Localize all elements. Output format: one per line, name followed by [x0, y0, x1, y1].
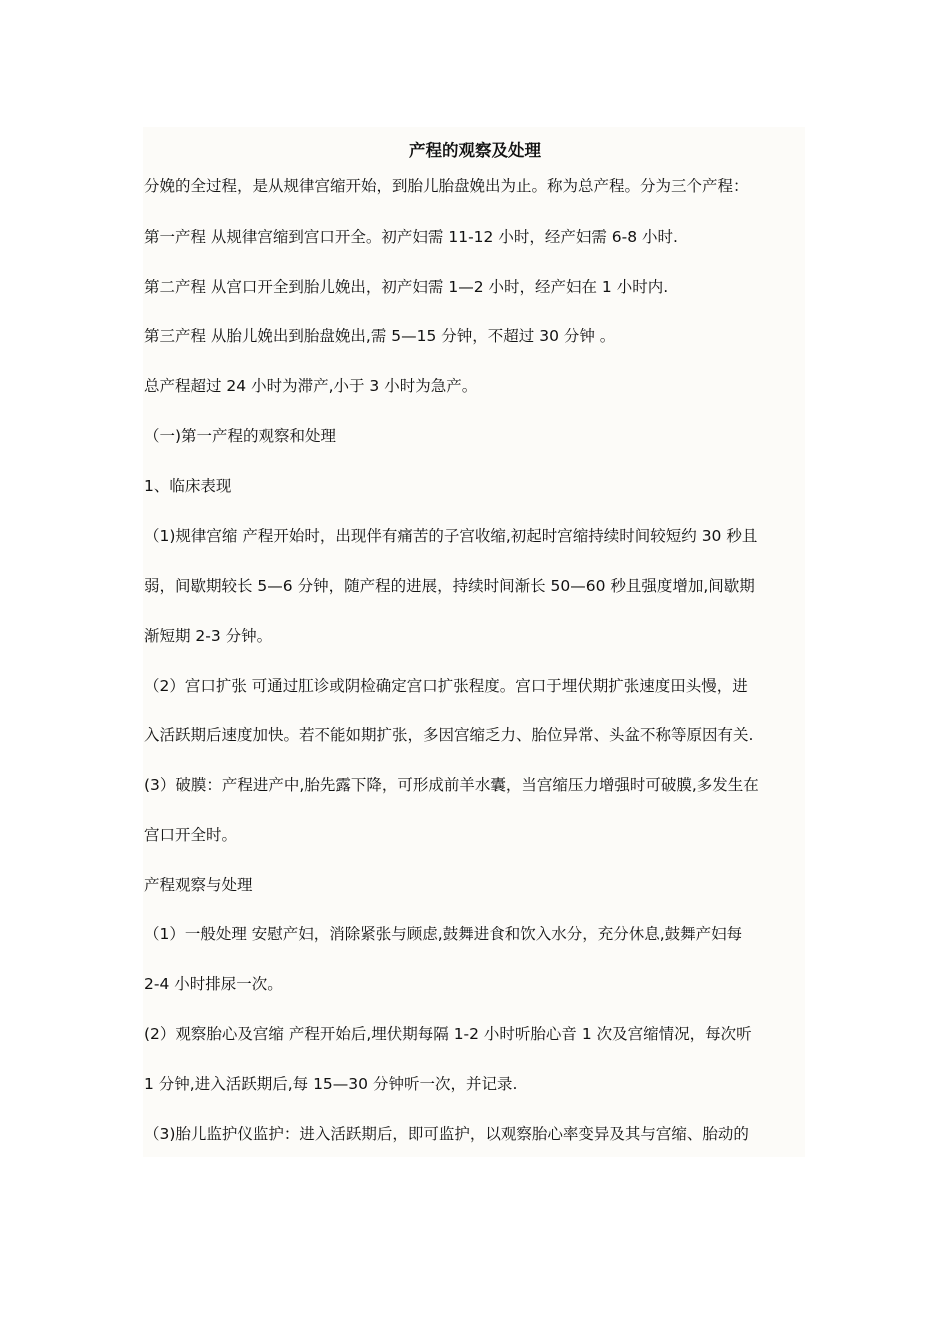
- text-line: 第一产程 从规律宫缩到宫口开全。初产妇需 11-12 小时，经产妇需 6-8 小时.: [144, 228, 678, 246]
- document-title: 产程的观察及处理: [409, 141, 541, 160]
- text-line: 1 分钟,进入活跃期后,每 15—30 分钟听一次，并记录.: [144, 1075, 518, 1093]
- text-line: 第二产程 从宫口开全到胎儿娩出，初产妇需 1—2 小时，经产妇在 1 小时内.: [144, 278, 669, 296]
- section-heading: （一)第一产程的观察和处理: [144, 427, 337, 445]
- text-line: 弱，间歇期较长 5—6 分钟，随产程的进展，持续时间渐长 50—60 秒且强度增加,间歇期: [144, 577, 755, 595]
- text-line: (2）观察胎心及宫缩 产程开始后,埋伏期每隔 1-2 小时听胎心音 1 次及宫缩情况，每次听: [144, 1025, 752, 1043]
- text-line: 分娩的全过程，是从规律宫缩开始，到胎儿胎盘娩出为止。称为总产程。分为三个产程：: [144, 177, 749, 195]
- text-line: 2-4 小时排尿一次。: [144, 975, 283, 993]
- subsection-heading: 1、临床表现: [144, 477, 232, 495]
- text-line: 入活跃期后速度加快。若不能如期扩张，多因宫缩乏力、胎位异常、头盆不称等原因有关.: [144, 726, 754, 744]
- section-heading: 产程观察与处理: [144, 876, 253, 894]
- text-line: （1）一般处理 安慰产妇，消除紧张与顾虑,鼓舞进食和饮入水分，充分休息,鼓舞产妇每: [144, 925, 743, 943]
- text-line: 第三产程 从胎儿娩出到胎盘娩出,需 5—15 分钟，不超过 30 分钟 。: [144, 327, 616, 345]
- text-line: 宫口开全时。: [144, 826, 238, 844]
- text-line: （2）宫口扩张 可通过肛诊或阴检确定宫口扩张程度。宫口于埋伏期扩张速度田头慢，进: [144, 677, 748, 695]
- text-line: 总产程超过 24 小时为滞产,小于 3 小时为急产。: [144, 377, 478, 395]
- text-line: 渐短期 2-3 分钟。: [144, 627, 273, 645]
- text-line: （3)胎儿监护仪监护：进入活跃期后，即可监护，以观察胎心率变异及其与宫缩、胎动的: [144, 1125, 749, 1143]
- text-line: （1)规律宫缩 产程开始时，出现伴有痛苦的子宫收缩,初起时宫缩持续时间较短约 30 秒且: [144, 527, 758, 545]
- text-line: (3）破膜：产程进产中,胎先露下降，可形成前羊水囊，当宫缩压力增强时可破膜,多发生在: [144, 776, 759, 794]
